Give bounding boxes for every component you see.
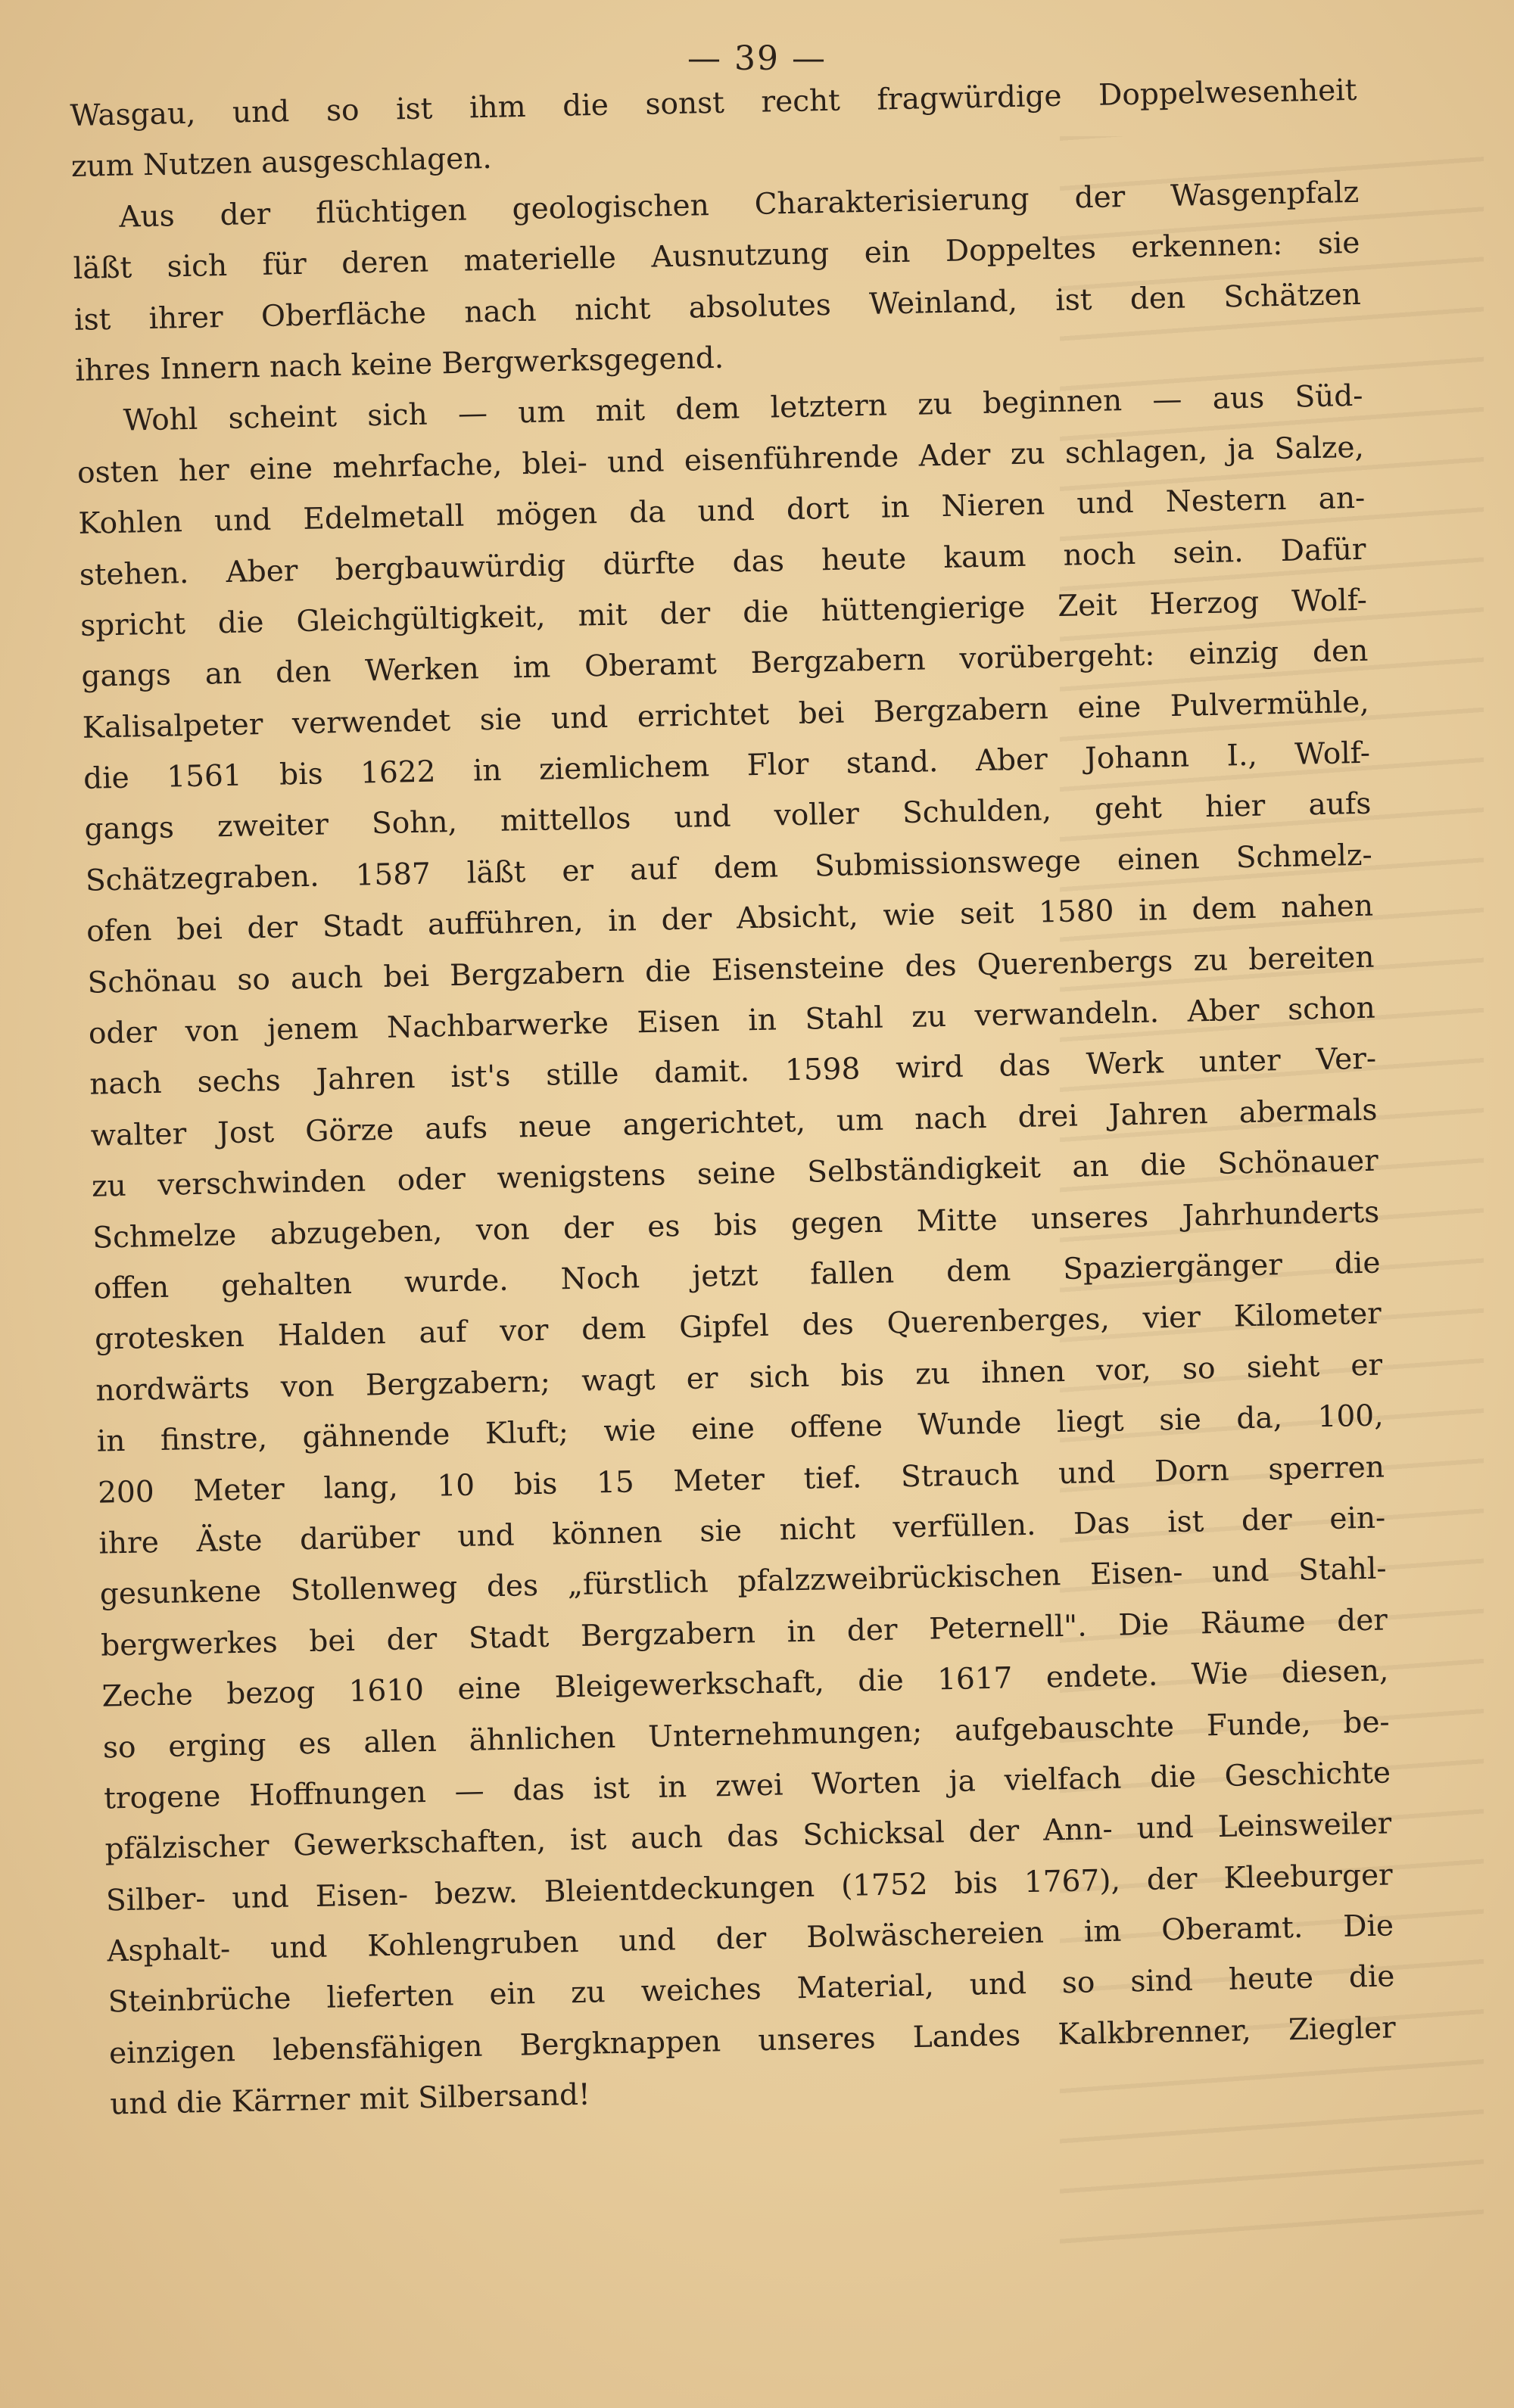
text-line: Asphalt- und Kohlengruben und der Bolwäschereien im Oberamt. Die <box>106 1909 1394 1969</box>
text-line: so erging es allen ähnlichen Unternehmungen; aufgebauschte Funde, be- <box>102 1704 1391 1766</box>
text-line: offen gehalten wurde. Noch jetzt fallen dem Spaziergänger die <box>93 1246 1381 1306</box>
text-line: 200 Meter lang, 10 bis 15 Meter tief. Strauch und Dorn sperren <box>97 1450 1385 1510</box>
text-line: pfälzischer Gewerkschaften, ist auch das Schicksal der Ann- und Leinsweiler <box>104 1806 1392 1867</box>
text-line: zu verschwinden oder wenigstens seine Selbständigkeit an die Schönauer <box>91 1143 1379 1204</box>
body-text <box>70 65 1397 2130</box>
text-line: läßt sich für deren materielle Ausnutzung ein Doppeltes erkennen: sie <box>73 226 1360 287</box>
text-line: Wohl scheint sich — um mit dem letztern zu beginnen — aus Süd- <box>123 379 1363 439</box>
text-line: ihre Äste darüber und können sie nicht verfüllen. Das ist der ein- <box>98 1501 1386 1561</box>
text-line: Kalisalpeter verwendet sie und errichtet bei Bergzabern eine Pulvermühle, <box>82 685 1370 745</box>
text-line: Steinbrüche lieferten ein zu weiches Material, und so sind heute die <box>107 1959 1395 2020</box>
text-line: die 1561 bis 1622 in ziemlichem Flor stand. Aber Johann I., Wolf- <box>83 736 1371 796</box>
text-line: oder von jenem Nachbarwerke Eisen in Stahl zu verwandeln. Aber schon <box>88 991 1376 1051</box>
text-line: spricht die Gleichgültigkeit, mit der die hüttengierige Zeit Herzog Wolf- <box>79 583 1368 643</box>
text-line: einzigen lebensfähigen Bergknappen unseres Landes Kalkbrenner, Ziegler <box>108 2011 1397 2071</box>
text-line: Schmelze abzugeben, von der es bis gegen Mitte unseres Jahrhunderts <box>92 1195 1380 1255</box>
text-line: ofen bei der Stadt aufführen, in der Absicht, wie seit 1580 in dem nahen <box>86 888 1374 950</box>
text-line: nordwärts von Bergzabern; wagt er sich bis zu ihnen vor, so sieht er <box>95 1348 1383 1408</box>
text-line: gangs an den Werken im Oberamt Bergzabern vorübergeht: einzig den <box>81 634 1369 695</box>
text-line: stehen. Aber bergbauwürdig dürfte das heute kaum noch sein. Dafür <box>79 532 1366 593</box>
text-line: Schätzegraben. 1587 läßt er auf dem Submissionswege einen Schmelz- <box>85 838 1373 898</box>
text-line: Kohlen und Edelmetall mögen da und dort in Nieren und Nestern an- <box>78 481 1366 542</box>
text-line: und die Kärrner mit Silbersand! <box>109 2077 591 2122</box>
text-line: grotesken Halden auf vor dem Gipfel des Querenberges, vier Kilometer <box>94 1296 1382 1358</box>
text-line: Silber- und Eisen- bezw. Bleientdeckungen (1752 bis 1767), der Kleeburger <box>105 1858 1394 1918</box>
text-line: osten her eine mehrfache, blei- und eisenführende Ader zu schlagen, ja Salze, <box>76 430 1365 490</box>
text-line: ihres Innern nach keine Bergwerksgegend. <box>74 341 724 388</box>
text-line: walter Jost Görze aufs neue angerichtet, um nach drei Jahren abermals <box>90 1093 1378 1153</box>
text-line: zum Nutzen ausgeschlagen. <box>70 142 493 185</box>
text-line: Schönau so auch bei Bergzabern die Eisensteine des Querenbergs zu bereiten <box>87 940 1375 1000</box>
text-line: Aus der flüchtigen geologischen Charakterisierung der Wasgenpfalz <box>118 175 1360 235</box>
text-line: trogene Hoffnungen — das ist in zwei Worten ja vielfach die Geschichte <box>103 1756 1391 1816</box>
text-line: nach sechs Jahren ist's stille damit. 1598 wird das Werk unter Ver- <box>89 1042 1377 1103</box>
text-line: Zeche bezog 1610 eine Bleigewerkschaft, die 1617 endete. Wie diesen, <box>101 1654 1389 1714</box>
text-line: ist ihrer Oberfläche nach nicht absolutes Weinland, ist den Schätzen <box>73 277 1362 338</box>
text-line: in finstre, gähnende Kluft; wie eine offene Wunde liegt sie da, 100, <box>96 1398 1384 1459</box>
page-number: — 39 — <box>687 39 827 78</box>
text-line: gesunkene Stollenweg des „fürstlich pfalzzweibrückischen Eisen- und Stahl- <box>99 1551 1388 1612</box>
text-line: Wasgau, und so ist ihm die sonst recht fragwürdige Doppelwesenheit <box>70 73 1357 133</box>
text-line: gangs zweiter Sohn, mittellos und voller Schulden, geht hier aufs <box>84 787 1372 848</box>
text-line: bergwerkes bei der Stadt Bergzabern in der Peternell". Die Räume der <box>100 1603 1388 1663</box>
